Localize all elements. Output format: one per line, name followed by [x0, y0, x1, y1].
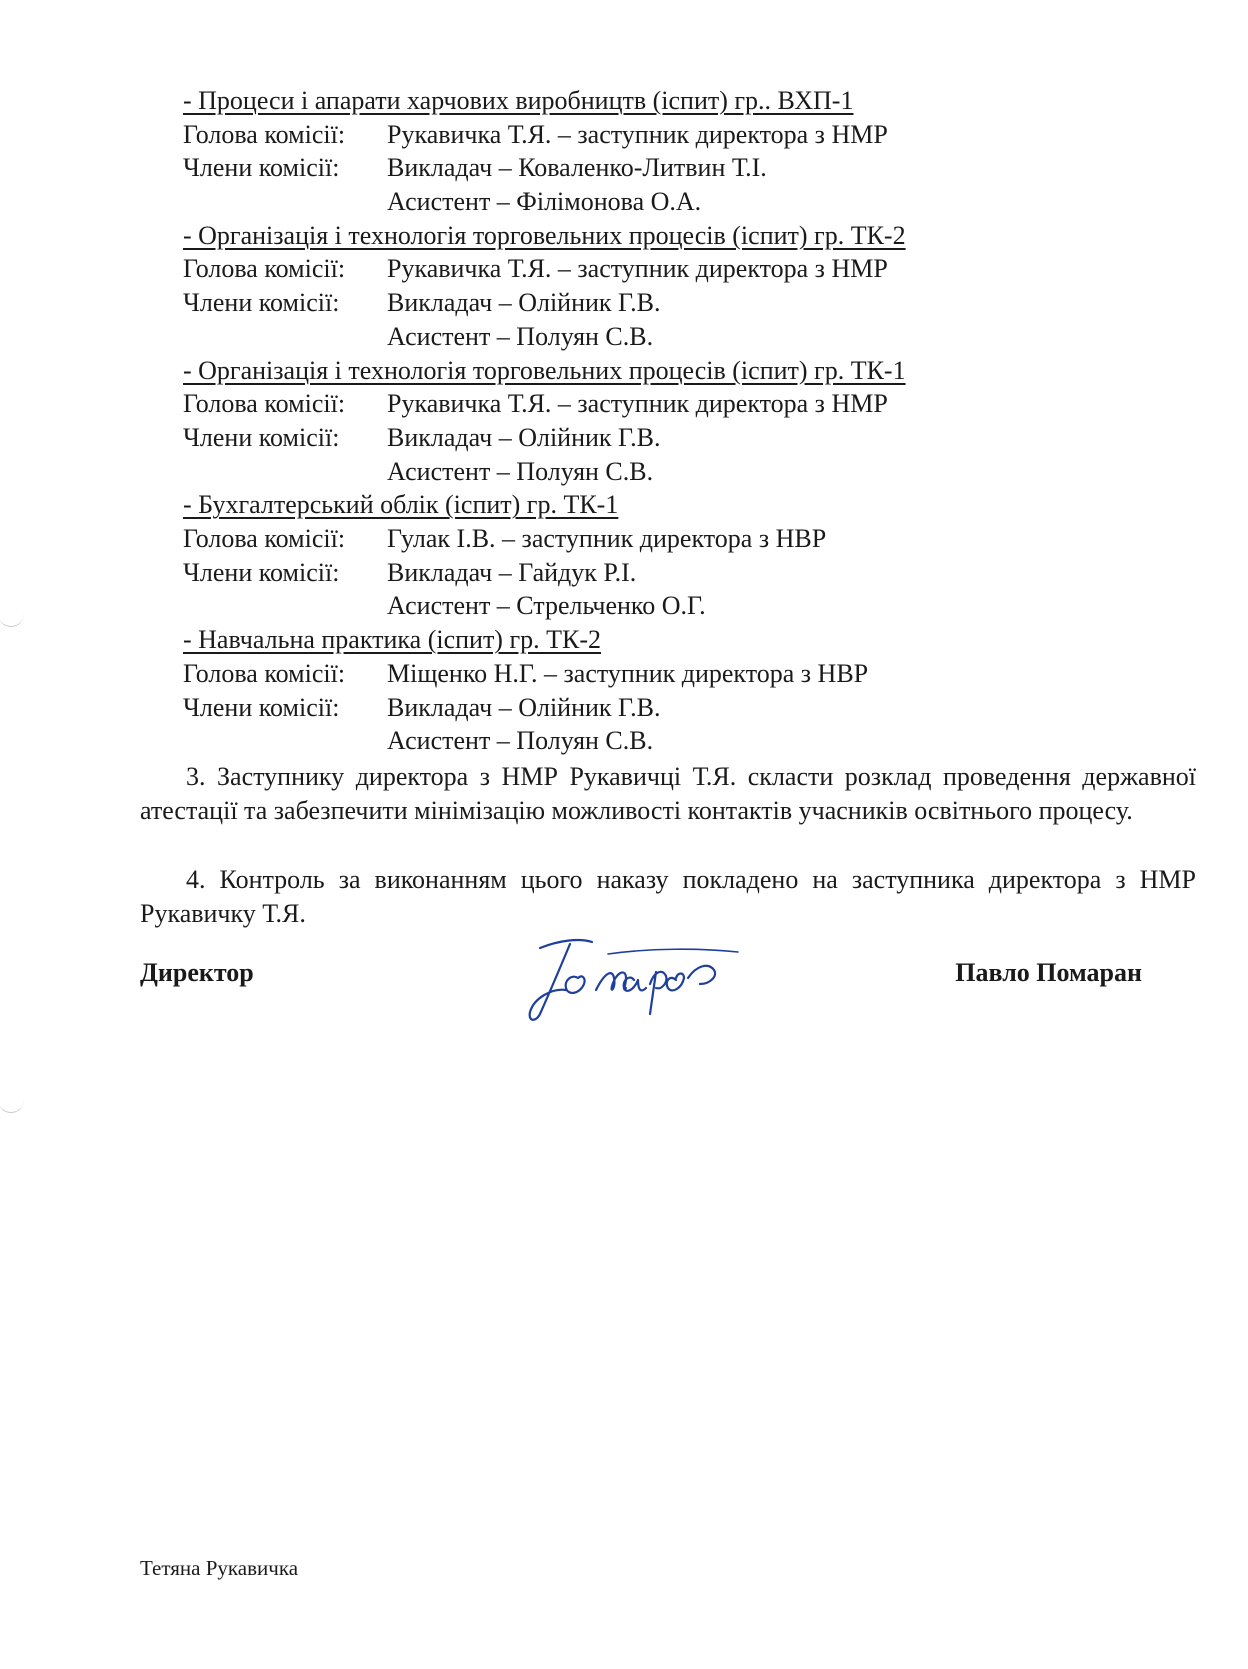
signer-name: Павло Помаран — [955, 958, 1142, 987]
chair-name: Рукавичка Т.Я. – заступник директора з НМР — [387, 389, 888, 419]
teacher-name: Викладач – Гайдук Р.І. — [387, 557, 637, 587]
commission-chair-row — [183, 522, 1083, 556]
exam-block — [183, 219, 1083, 354]
teacher-name: Викладач – Олійник Г.В. — [387, 692, 661, 722]
members-label: Члени комісії: — [183, 692, 340, 722]
commission-chair-row — [183, 387, 1083, 421]
chair-name: Міщенко Н.Г. – заступник директора з НВР — [387, 658, 869, 688]
exam-block — [183, 84, 1083, 219]
commission-chair-row — [183, 657, 1083, 691]
exam-block — [183, 623, 1083, 758]
chair-label: Голова комісії: — [183, 658, 346, 688]
paragraph-3: 3. Заступнику директора з НМР Рукавичці Т.Я. скласти розклад проведення державної атестації та забезпечити мінімізацію можливості контактів учасників освітнього процесу. — [140, 762, 1196, 825]
assistant-name: Асистент – Стрельченко О.Г. — [387, 591, 706, 621]
members-label: Члени комісії: — [183, 557, 340, 587]
executor-name: Тетяна Рукавичка — [140, 1556, 299, 1580]
assistant-name: Асистент – Філімонова О.А. — [387, 187, 702, 217]
teacher-name: Викладач – Коваленко-Литвин Т.І. — [387, 153, 767, 183]
exam-title: - Бухгалтерський облік (іспит) гр. ТК-1 — [183, 490, 619, 520]
chair-name: Рукавичка Т.Я. – заступник директора з НМР — [387, 254, 888, 284]
teacher-name: Викладач – Олійник Г.В. — [387, 422, 661, 452]
assistant-row — [183, 185, 1083, 219]
chair-label: Голова комісії: — [183, 254, 346, 284]
chair-label: Голова комісії: — [183, 119, 346, 149]
exam-title: - Організація і технологія торговельних процесів (іспит) гр. ТК-2 — [183, 220, 906, 250]
commission-members-row — [183, 556, 1083, 590]
paragraph-4: 4. Контроль за виконанням цього наказу покладено на заступника директора з НМР Рукавичку Т.Я. — [140, 865, 1196, 928]
commission-chair-row — [183, 118, 1083, 152]
assistant-row — [183, 589, 1083, 623]
members-label: Члени комісії: — [183, 153, 340, 183]
assistant-name: Асистент – Полуян С.В. — [387, 726, 654, 756]
commission-members-row — [183, 421, 1083, 455]
assistant-row — [183, 724, 1083, 758]
commission-members-row — [183, 151, 1083, 185]
chair-label: Голова комісії: — [183, 389, 346, 419]
signature-block — [140, 958, 1142, 1018]
members-label: Члени комісії: — [183, 422, 340, 452]
commission-members-row — [183, 691, 1083, 725]
signature-ink — [530, 940, 738, 1020]
signer-position: Директор — [140, 958, 254, 987]
members-label: Члени комісії: — [183, 288, 340, 318]
punch-hole-mark — [0, 1100, 24, 1113]
exam-block — [183, 488, 1083, 623]
teacher-name: Викладач – Олійник Г.В. — [387, 288, 661, 318]
assistant-name: Асистент – Полуян С.В. — [387, 456, 654, 486]
punch-hole-mark — [0, 614, 24, 627]
exam-title: - Навчальна практика (іспит) гр. ТК-2 — [183, 625, 602, 655]
assistant-name: Асистент – Полуян С.В. — [387, 321, 654, 351]
assistant-row — [183, 320, 1083, 354]
exam-title: - Процеси і апарати харчових виробництв (іспит) гр.. ВХП-1 — [183, 86, 854, 115]
commission-chair-row — [183, 252, 1083, 286]
chair-name: Рукавичка Т.Я. – заступник директора з НМР — [387, 119, 888, 149]
chair-name: Гулак І.В. – заступник директора з НВР — [387, 524, 827, 554]
commission-members-row — [183, 286, 1083, 320]
exam-title: - Організація і технологія торговельних процесів (іспит) гр. ТК-1 — [183, 355, 906, 385]
handwritten-signature — [500, 918, 760, 1028]
chair-label: Голова комісії: — [183, 524, 346, 554]
assistant-row — [183, 455, 1083, 489]
exam-block — [183, 354, 1083, 489]
